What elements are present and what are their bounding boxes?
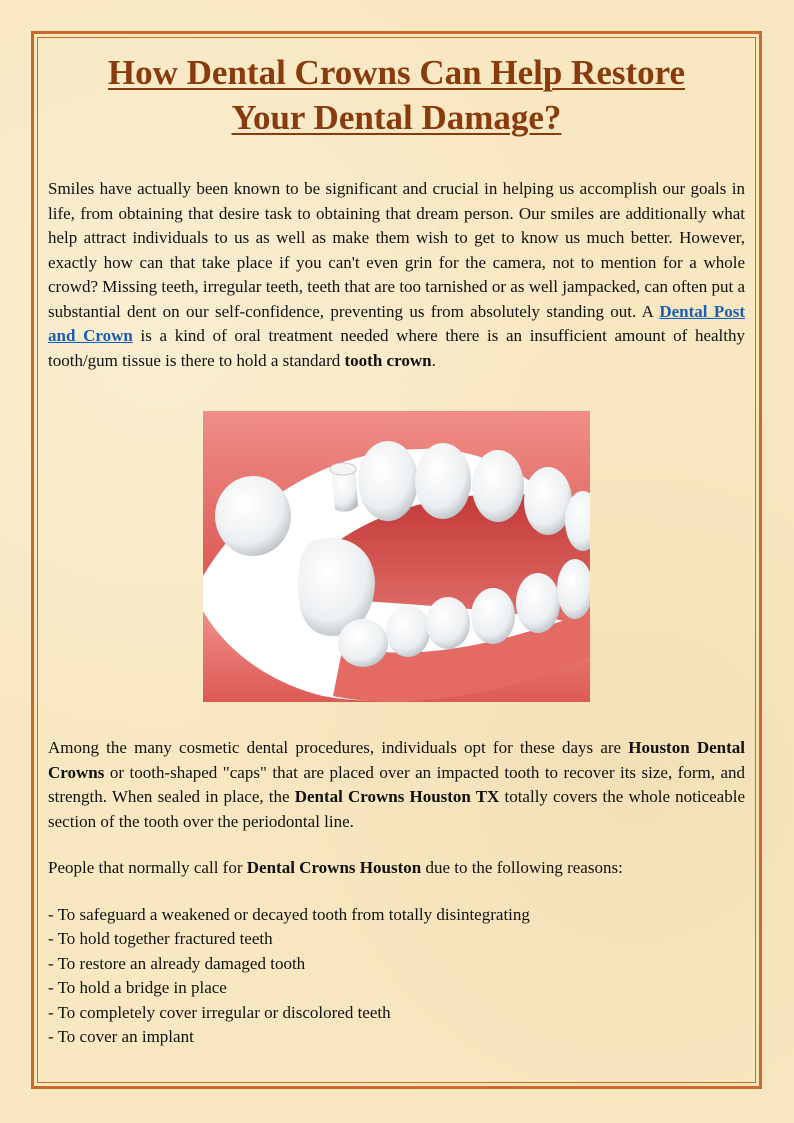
intro-paragraph: [48, 177, 745, 373]
dental-post-crown-link[interactable]: Dental Post and Crown: [48, 301, 745, 345]
para3-text-2: due to the following reasons:: [421, 858, 623, 877]
para2-bold-2: Dental Crowns Houston TX: [294, 787, 500, 806]
intro-text-2: is a kind of oral treatment needed where there is an insufficient amount of healthy tooth/gum tissue is there to hold a standard: [48, 326, 746, 370]
list-item: - To safeguard a weakened or decayed tooth from totally disintegrating: [48, 904, 530, 924]
para2-text-1: Among the many cosmetic dental procedures, individuals opt for these days are: [48, 738, 629, 757]
list-item: - To hold a bridge in place: [48, 978, 227, 997]
dental-crown-image: [203, 411, 590, 702]
page-title: [48, 50, 745, 140]
intro-end: .: [431, 350, 436, 370]
list-item: - To restore an already damaged tooth: [48, 953, 306, 973]
reasons-list: [48, 903, 745, 1050]
list-item: - To completely cover irregular or discolored teeth: [48, 1002, 391, 1022]
intro-bold-term: tooth crown: [344, 350, 432, 370]
list-item: - To hold together fractured teeth: [48, 929, 273, 948]
para2-bold-1: Houston Dental Crowns: [48, 738, 746, 782]
crowns-paragraph: [48, 736, 745, 834]
title-line-1: How Dental Crowns Can Help Restore: [107, 53, 686, 92]
para3-text-1: People that normally call for: [48, 858, 247, 877]
para2-text-2: or tooth-shaped "caps" that are placed over an impacted tooth to recover its size, form, and strength. When sealed in place, the: [48, 762, 745, 806]
document-content: [48, 50, 745, 1050]
para2-text-3: totally covers the whole noticeable section of the tooth over the periodontal line.: [48, 787, 745, 831]
title-line-2: Your Dental Damage?: [231, 98, 562, 137]
teeth-illustration-icon: [203, 411, 590, 702]
reasons-intro-paragraph: [48, 856, 745, 881]
list-item: - To cover an implant: [48, 1027, 194, 1046]
intro-text-1: Smiles have actually been known to be significant and crucial in helping us accomplish our goals in life, from obtaining that desire task to obtaining that dream person. Our smiles are additionally what help attract individuals to us as well as make them wish to get to know us much better. However, exactly how can that take place if you can't even grin for the camera, not to mention for a whole crowd? Missing teeth, irregular teeth, teeth that are too tarnished or as well jampacked, can often put a substantial dent on our self-confidence, preventing us from absolutely standing out. A: [48, 179, 745, 321]
para3-bold-1: Dental Crowns Houston: [246, 858, 422, 877]
